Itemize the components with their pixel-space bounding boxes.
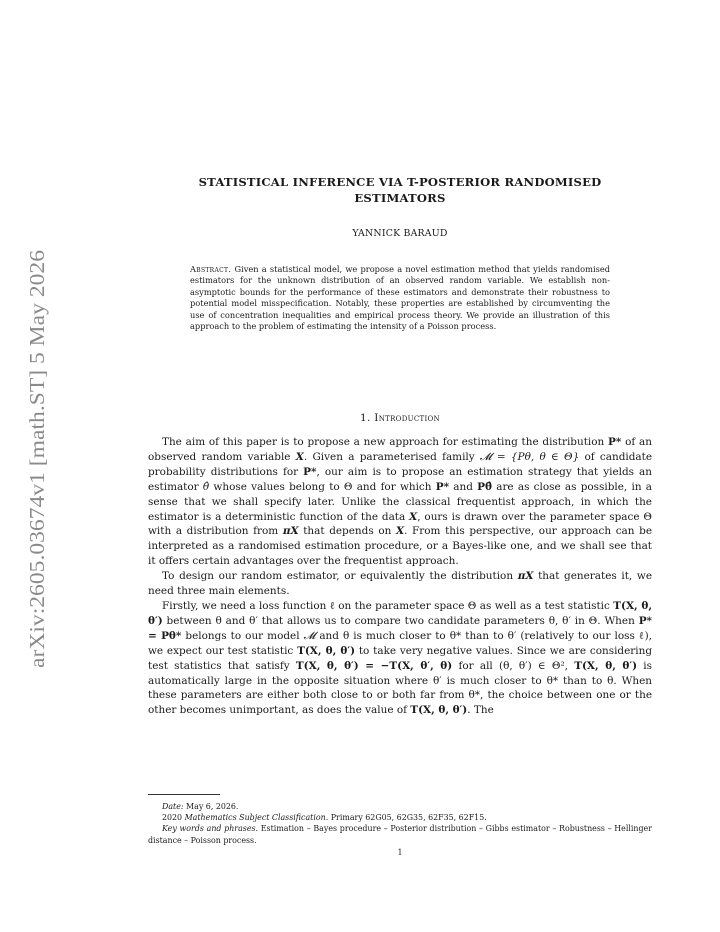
math-x: X <box>409 510 418 523</box>
math-t: T(X, θ, θ′) <box>410 704 468 717</box>
math-t: T(X, θ, θ′) <box>148 599 652 627</box>
text-run: , ours is drawn over the parameter space Θ with a distribution from <box>148 510 652 538</box>
text-run: Firstly, we need a loss function ℓ on the parameter space Θ as well as a test statistic <box>162 599 614 612</box>
footnote-label: Key words and phrases. <box>162 824 259 834</box>
math-thetahat: θ̂ <box>202 480 210 493</box>
abstract <box>190 264 610 332</box>
abstract-lead: Abstract. <box>190 264 232 274</box>
footnote-label-italic: Mathematics Subject Classification. <box>184 813 329 823</box>
math-pstar: P* <box>435 480 450 493</box>
footnote-rule <box>148 794 220 795</box>
text-run: , our aim is to propose an estimation strategy that yields an estimator <box>148 465 653 493</box>
text-run: and <box>449 480 478 493</box>
author-name: YANNICK BARAUD <box>352 228 448 239</box>
math-t: T(X, θ, θ′) <box>574 659 638 672</box>
math-pstar: P* <box>608 436 622 448</box>
paper-title <box>148 174 652 206</box>
section-heading: 1. Introduction <box>360 412 440 424</box>
text-run: that generates it, we need three main elements. <box>148 570 652 598</box>
paragraph-2 <box>148 569 652 599</box>
math-pix: πX <box>517 570 534 583</box>
arxiv-identifier <box>14 248 54 668</box>
footnote-label: 2020 <box>162 813 185 823</box>
footnotes <box>148 801 652 846</box>
footnote-value: Estimation – Bayes procedure – Posterior distribution – Gibbs estimator – Robustness – Hellinger distance – Poisson process. <box>148 824 652 845</box>
text-run: of candidate probability distributions for <box>148 450 653 478</box>
arxiv-identifier-text: arXiv:2605.03674v1 [math.ST] 5 May 2026 <box>25 295 49 668</box>
text-run: and θ is much closer to θ* than to θ′ (relatively to our loss ℓ), we expect our test statistic <box>148 629 652 657</box>
math-pstar-eq: P* = Pθ* <box>148 614 652 642</box>
math-pthetahat: Pθ̂ <box>477 480 492 493</box>
text-run: between θ and θ′ that allows us to compare two candidate parameters θ, θ′ in Θ. When <box>162 614 639 627</box>
text-run: for all (θ, θ′) ∈ Θ², <box>452 659 575 672</box>
footnote-keywords <box>148 823 652 845</box>
title-line-1: STATISTICAL INFERENCE VIA T-POSTERIOR RANDOMISED <box>198 175 602 189</box>
paragraph-3 <box>148 599 652 718</box>
math-antisym: T(X, θ, θ′) = −T(X, θ′, θ) <box>295 659 453 672</box>
math-x: X <box>395 525 405 538</box>
text-run: whose values belong to Θ and for which <box>209 480 436 493</box>
math-pix: πX <box>282 525 299 538</box>
math-pstar: P* <box>303 465 317 478</box>
text-run: . From this perspective, our approach can be interpreted as a randomised estimation procedure, or a Bayes-like one, and we shall see that it offers certain advantages over the frequentist approach. <box>148 525 653 568</box>
text-run: to take very negative values. Since we are considering test statistics that satisfy <box>148 644 653 672</box>
body-text <box>148 435 652 718</box>
abstract-text: Given a statistical model, we propose a novel estimation method that yields randomised estimators for the unknown distribution of an observed random variable. We establish non-asymptotic bounds for the performance of these estimators and demonstrate their robustness to potential model misspecification. Notably, these properties are established by circumventing the use of concentration inequalities and empirical process theory. We provide an illustration of this approach to the problem of estimating the intensity of a Poisson process. <box>190 264 610 332</box>
text-run: To design our random estimator, or equivalently the distribution <box>162 570 518 583</box>
text-run: belongs to our model <box>181 629 304 642</box>
footnote-msc <box>148 812 652 823</box>
text-run: The aim of this paper is to propose a new approach for estimating the distribution <box>162 436 609 448</box>
footnote-value: May 6, 2026. <box>186 802 239 811</box>
text-run: . Given a parameterised family <box>303 450 480 463</box>
math-x: X <box>295 450 304 463</box>
text-run: that depends on <box>298 525 396 538</box>
math-m: 𝓜 <box>303 629 316 642</box>
title-line-2: ESTIMATORS <box>354 191 446 205</box>
text-run: of an observed random variable <box>148 436 652 463</box>
text-run: . The <box>467 704 494 717</box>
paragraph-1 <box>148 435 652 569</box>
footnote-date <box>148 801 652 812</box>
math-family: 𝓜 = {Pθ, θ ∈ Θ} <box>479 450 580 463</box>
footnote-label: Date: <box>162 802 184 811</box>
page-number: 1 <box>397 848 403 857</box>
math-t: T(X, θ, θ′) <box>297 644 356 657</box>
footnote-value: Primary 62G05, 62G35, 62F35, 62F15. <box>330 813 487 823</box>
text-run: are as close as possible, in a sense that we shall specify later. Unlike the classical frequentist approach, in which the estimator is a deterministic function of the data <box>148 480 652 523</box>
text-run: is automatically large in the opposite situation where θ′ is much closer to θ* than to θ. When these parameters are either both close to or both far from θ*, the choice between one or the other becomes unimportant, as does the value of <box>148 659 652 717</box>
